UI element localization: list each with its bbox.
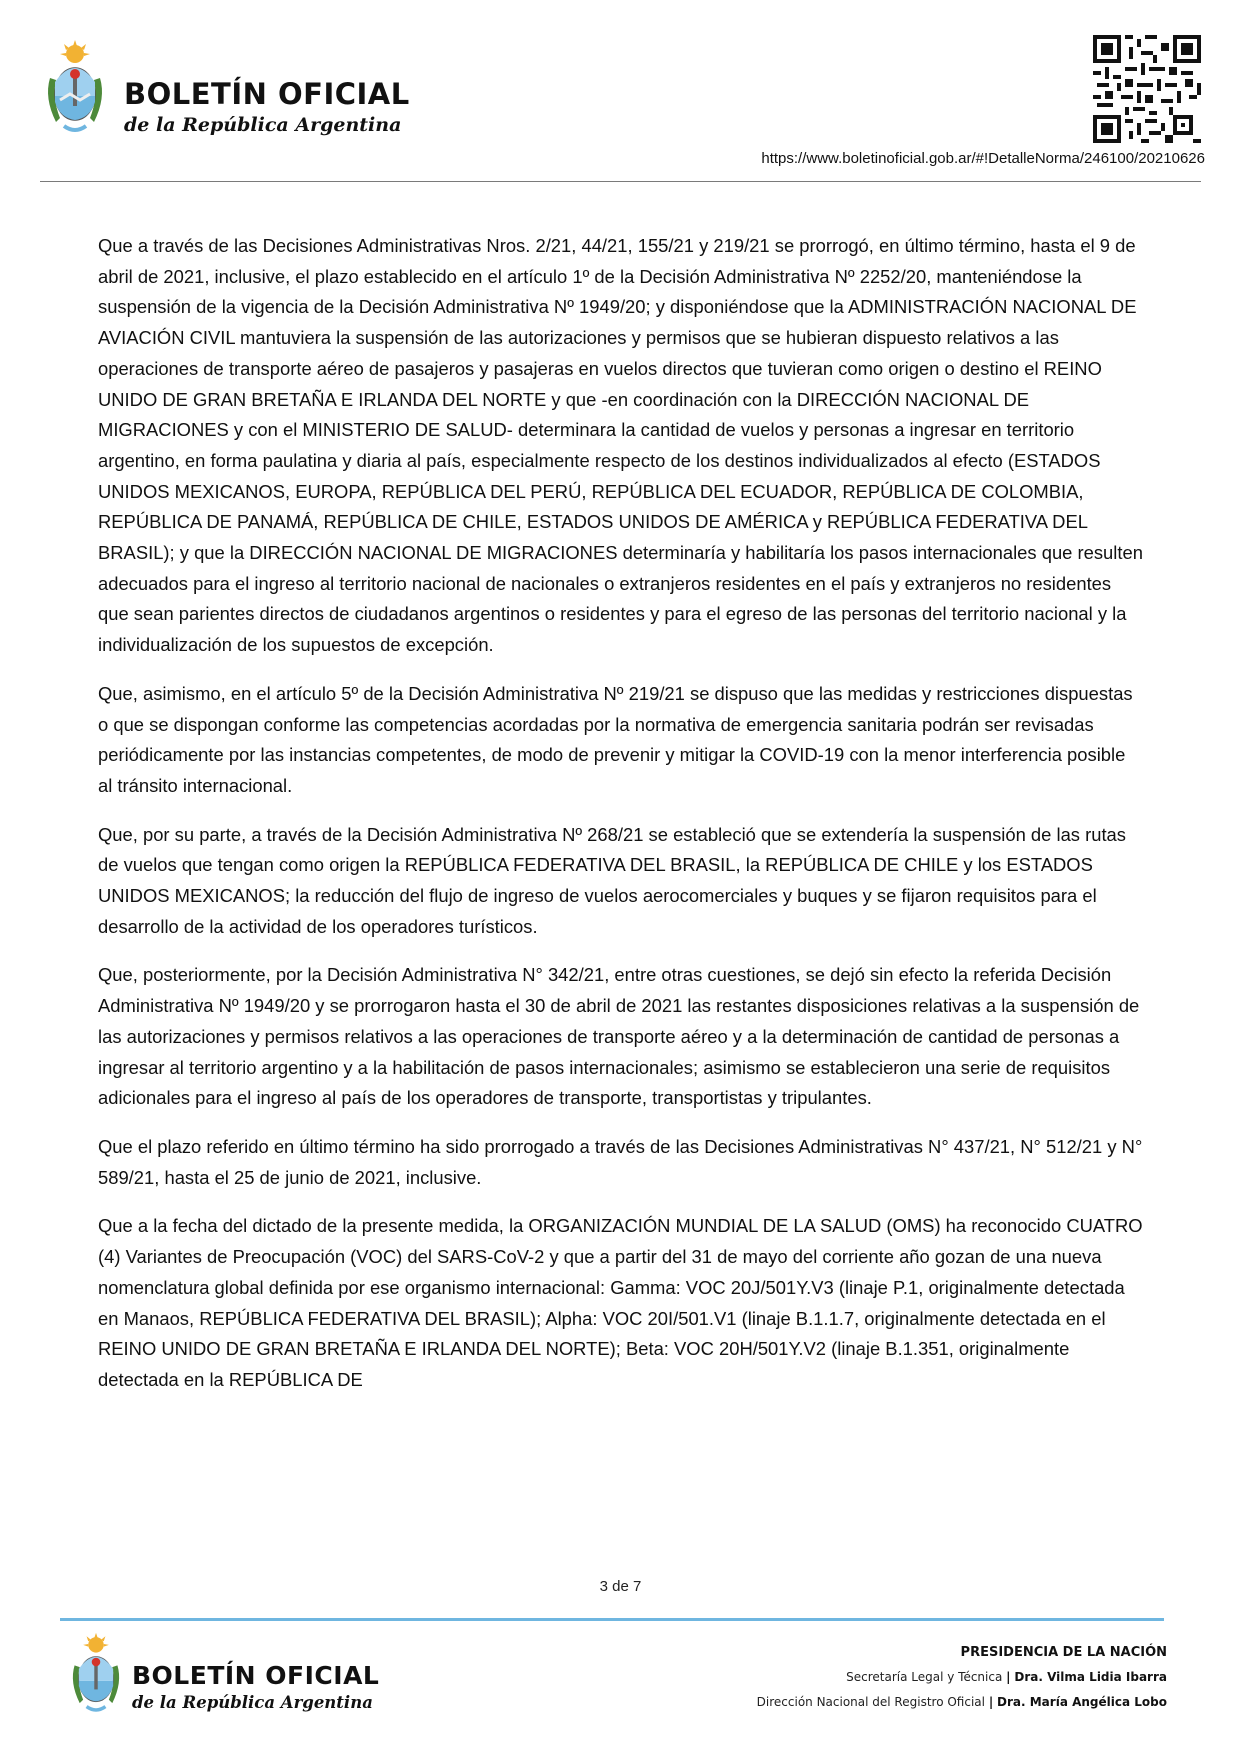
separator: | <box>988 1695 994 1709</box>
paragraph: Que a través de las Decisiones Administrativas Nros. 2/21, 44/21, 155/21 y 219/21 se prorrogó, en último término, hasta el 9 de abril de 2021, inclusive, el plazo establecido en el artículo 1º de la Decisión Administrativa Nº 2252/20, manteniéndose la suspensión de la vigencia de la Decisión Administrativa Nº 1949/20; y disponiéndose que la ADMINISTRACIÓN NACIONAL DE AVIACIÓN CIVIL mantuviera la suspensión de las autorizaciones y permisos que se hubieran dispuesto relativos a las operaciones de transporte aéreo de pasajeros y pasajeras en vuelos directos que tuvieran como origen o destino el REINO UNIDO DE GRAN BRETAÑA E IRLANDA DEL NORTE y que -en coordinación con la DIRECCIÓN NACIONAL DE MIGRACIONES y con el MINISTERIO DE SALUD- determinara la cantidad de vuelos y personas a ingresar en territorio argentino, en forma paulatina y diaria al país, especialmente respecto de los destinos individualizados al efecto (ESTADOS UNIDOS MEXICANOS, EUROPA, REPÚBLICA DEL PERÚ, REPÚBLICA DEL ECUADOR, REPÚBLICA DE COLOMBIA, REPÚBLICA DE PANAMÁ, REPÚBLICA DE CHILE, ESTADOS UNIDOS DE AMÉRICA y REPÚBLICA FEDERATIVA DEL BRASIL); y que la DIRECCIÓN NACIONAL DE MIGRACIONES determinaría y habilitaría los pasos internacionales que resulten adecuados para el ingreso al territorio nacional de nacionales o extranjeros residentes en el país y extranjeros no residentes que sean parientes directos de ciudadanos argentinos o residentes y para el egreso de las personas del territorio nacional y la individualización de los supuestos de excepción. <box>98 235 1143 656</box>
footer-brand-subtitle: de la República Argentina <box>132 1693 373 1712</box>
secretaria-line <box>757 1665 1167 1690</box>
brand-block <box>124 78 410 138</box>
paragraph: Que, asimismo, en el artículo 5º de la Decisión Administrativa Nº 219/21 se dispuso que las medidas y restricciones dispuestas o que se dispongan conforme las competencias acordadas por la normativa de emergencia sanitaria podrán ser revisadas periódicamente por las instancias competentes, de modo de prevenir y mitigar la COVID-19 con la menor interferencia posible al tránsito internacional. <box>98 682 1133 796</box>
header-divider <box>40 181 1201 182</box>
paragraph: Que a la fecha del dictado de la presente medida, la ORGANIZACIÓN MUNDIAL DE LA SALUD (OMS) ha reconocido CUATRO (4) Variantes de Preocupación (VOC) del SARS-CoV-2 y que a partir del 31 de mayo del corriente año gozan de una nueva nomenclatura global definida por ese organismo internacional: Gamma: VOC 20J/501Y.V3 (linaje P.1, originalmente detectada en Manaos, REPÚBLICA FEDERATIVA DEL BRASIL); Alpha: VOC 20I/501.V1 (linaje B.1.1.7, originalmente detectada en el REINO UNIDO DE GRAN BRETAÑA E IRLANDA DEL NORTE); Beta: VOC 20H/501Y.V2 (linaje B.1.351, originalmente detectada en la REPÚBLICA DE <box>98 1215 1143 1390</box>
argentina-coat-of-arms-icon <box>66 1630 126 1718</box>
document-url: https://www.boletinoficial.gob.ar/#!DetalleNorma/246100/20210626 <box>761 150 1205 167</box>
document-body <box>98 231 1143 1414</box>
footer-credits <box>757 1640 1167 1715</box>
secretaria-label: Secretaría Legal y Técnica <box>846 1670 1003 1684</box>
paragraph: Que el plazo referido en último término ha sido prorrogado a través de las Decisiones Administrativas N° 437/21, N° 512/21 y N° 589/21, hasta el 25 de junio de 2021, inclusive. <box>98 1135 1143 1188</box>
footer-brand-block <box>132 1662 379 1714</box>
argentina-coat-of-arms-icon <box>40 38 110 138</box>
direccion-name: Dra. María Angélica Lobo <box>997 1695 1167 1709</box>
page-number: 3 de 7 <box>599 1578 642 1595</box>
paragraph: Que, por su parte, a través de la Decisión Administrativa Nº 268/21 se estableció que se extendería la suspensión de las rutas de vuelos que tengan como origen la REPÚBLICA FEDERATIVA DEL BRASIL, la REPÚBLICA DE CHILE y los ESTADOS UNIDOS MEXICANOS; la reducción del flujo de ingreso de vuelos aerocomerciales y buques y se fijaron requisitos para el desarrollo de la actividad de los operadores turísticos. <box>98 823 1126 937</box>
footer-brand-title: BOLETÍN OFICIAL <box>132 1661 380 1690</box>
qr-code-icon <box>1093 35 1201 143</box>
separator: | <box>1006 1670 1011 1684</box>
direccion-line <box>757 1690 1167 1715</box>
brand-title: BOLETÍN OFICIAL <box>124 77 410 111</box>
brand-subtitle: de la República Argentina <box>124 114 402 136</box>
presidencia-label: PRESIDENCIA DE LA NACIÓN <box>960 1645 1167 1660</box>
paragraph: Que, posteriormente, por la Decisión Administrativa N° 342/21, entre otras cuestiones, se dejó sin efecto la referida Decisión Administrativa Nº 1949/20 y se prorrogaron hasta el 30 de abril de 2021 las restantes disposiciones relativas a la suspensión de las autorizaciones y permisos relativos a las operaciones de transporte aéreo y a la determinación de cantidad de personas a ingresar al territorio argentino y a la habilitación de pasos internacionales; asimismo se establecieron una serie de requisitos adicionales para el ingreso al país de los operadores de transporte, transportistas y tripulantes. <box>98 964 1140 1109</box>
direccion-label: Dirección Nacional del Registro Oficial <box>756 1695 985 1709</box>
footer-divider <box>60 1618 1164 1621</box>
secretaria-name: Dra. Vilma Lidia Ibarra <box>1014 1670 1167 1684</box>
